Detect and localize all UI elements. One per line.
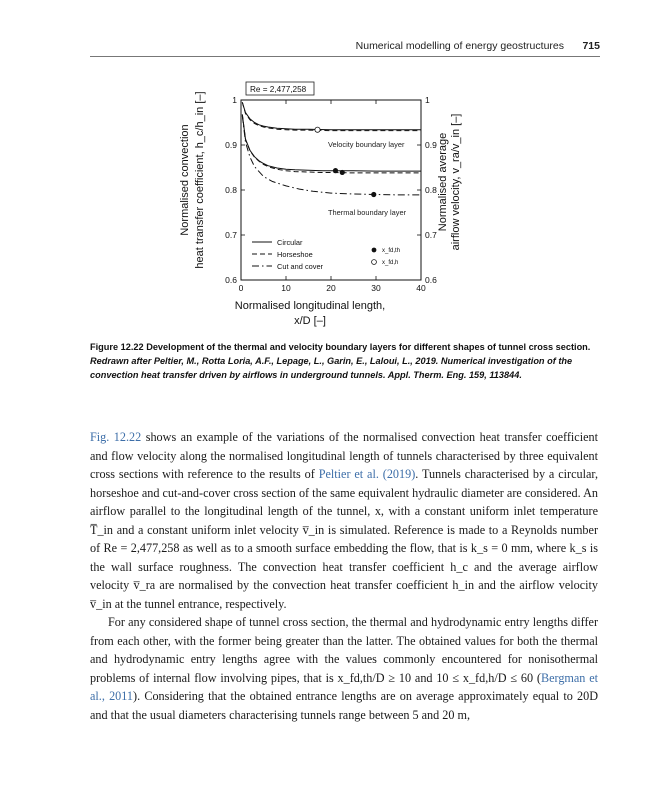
velocity-boundary-layer-label: Velocity boundary layer: [328, 140, 405, 149]
paragraph-2-text-a: For any considered shape of tunnel cross section, the thermal and hydrodynamic entry lengths differ from each other, with the former being greater than the latter. The obtained values for both the thermal and hydrodynamic entry lengths agree with the values commonly encountered for nonisothermal problems of internal flow involving pipes, that is x_fd,th/D ≥ 10 and 10 ≤ x_fd,h/D ≤ 60 (: [90, 615, 598, 685]
legend-label-x-fd-th: x_fd,th: [382, 248, 401, 254]
y-tick-label-left: 0.9: [225, 140, 237, 150]
marker-x-fd-th: [371, 192, 376, 197]
x-tick-label: 40: [416, 283, 426, 293]
y-axis-left-label-line2: heat transfer coefficient, h_c/h_in [–]: [194, 91, 206, 269]
paragraph-1-text-b: . Tunnels characterised by a circular, horseshoe and cut-and-cover cross section of the same equivalent hydraulic diameter are considered. An airflow parallel to the longitudinal length of the tunnel, x, with a constant uniform inlet temperature T̅_in and a constant uniform inlet velocity v̅_in is simulated. Reference is made to a Reynolds number of Re = 2,477,258 as well as to a smooth surface embedding the flow, that is k_s = 0 mm, where k_s is the wall surface roughness. The convection heat transfer coefficient h_c and the average airflow velocity v̅_ra are normalised by the convection heat transfer coefficient h_in and the airflow velocity v̅_in at the tunnel entrance, respectively.: [90, 467, 598, 611]
running-title: Numerical modelling of energy geostructures: [355, 40, 564, 52]
marker-x-fd-th: [340, 170, 345, 175]
paragraph-1-text-a: shows an example of the variations of the normalised convection heat transfer coefficient and flow velocity along the normalised longitudinal length of tunnels characterised by three equivalent cross sections with reference to the results of: [90, 430, 598, 481]
legend-label-horseshoe: Horseshoe: [277, 250, 313, 259]
marker-x-fd-h: [315, 127, 320, 132]
y-axis-right-label-line1: Normalised average: [437, 132, 449, 232]
chart-legend: [252, 238, 400, 271]
page-number: 715: [582, 40, 600, 52]
series-horseshoe-velocity: [242, 102, 421, 130]
y-tick-label-right: 0.6: [425, 275, 437, 285]
x-tick-label: 30: [371, 283, 381, 293]
paragraph-2-text-b: ). Considering that the obtained entrance lengths are on average approximately equal to 20D and that the usual diameters characterising tunnels range between 5 and 20 m,: [90, 689, 599, 722]
y-axis-right-label-line2: airflow velocity, v_ra/v_in [–]: [450, 113, 462, 251]
y-tick-label-right: 0.7: [425, 230, 437, 240]
thermal-boundary-layer-label: Thermal boundary layer: [328, 208, 407, 217]
x-tick-label: 20: [326, 283, 336, 293]
running-header: [0, 40, 600, 56]
paragraph-2: [90, 613, 598, 724]
x-axis-label-line2: x/D [–]: [294, 315, 326, 327]
marker-x-fd-th: [333, 168, 338, 173]
series-circular-velocity: [242, 102, 421, 129]
legend-label-circular: Circular: [277, 238, 303, 247]
y-axis-left-label-line1: Normalised convection: [179, 124, 191, 236]
y-tick-label-right: 0.8: [425, 185, 437, 195]
y-tick-label-left: 0.7: [225, 230, 237, 240]
legend-label-x-fd-h: x_fd,h: [382, 260, 399, 266]
y-tick-label-left: 0.8: [225, 185, 237, 195]
y-tick-label-right: 0.9: [425, 140, 437, 150]
plot-layer: [225, 95, 437, 293]
caption-label: Figure 12.22: [90, 342, 144, 352]
y-tick-label-right: 1: [425, 95, 430, 105]
header-rule: [90, 56, 600, 57]
body-text: [90, 428, 598, 724]
figure-caption: [90, 340, 598, 382]
citation-link-peltier[interactable]: Peltier et al. (2019): [318, 467, 416, 481]
figure-12-22-chart: [170, 72, 460, 334]
x-tick-label: 0: [238, 283, 244, 293]
legend-marker-open: [372, 260, 377, 265]
reynolds-annotation: Re = 2,477,258: [250, 85, 307, 94]
x-axis-label-line1: Normalised longitudinal length,: [234, 300, 386, 312]
x-tick-label: 10: [281, 283, 291, 293]
y-tick-label-left: 1: [232, 95, 237, 105]
citation-link-bergman[interactable]: Bergman et al., 2011: [90, 670, 599, 703]
caption-credit: Redrawn after Peltier, M., Rotta Loria, A.F., Lepage, L., Garin, E., Laloui, L., 2019. Numerical investigation of the convection heat transfer driven by airflows in underground tunnels. Appl. Therm. Eng. 159, 113844.: [90, 356, 573, 380]
caption-title: Development of the thermal and velocity boundary layers for different shapes of tunnel cross section.: [146, 342, 591, 352]
legend-marker-filled: [372, 248, 377, 253]
paragraph-1: [90, 428, 598, 613]
legend-label-cut-and-cover: Cut and cover: [277, 262, 324, 271]
figure-reference-link[interactable]: Fig. 12.22: [90, 430, 142, 444]
y-tick-label-left: 0.6: [225, 275, 237, 285]
